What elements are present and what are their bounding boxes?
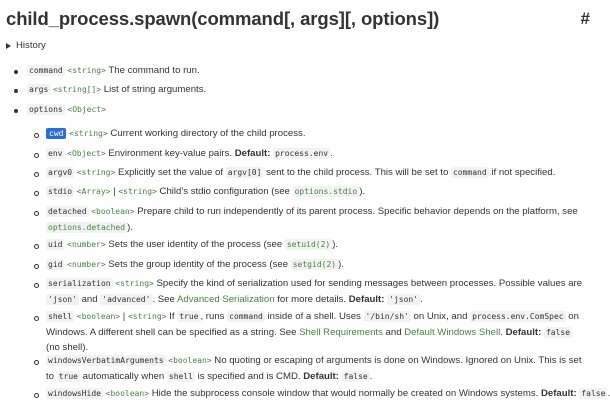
type-link[interactable]: <boolean> — [91, 207, 135, 216]
option-windowsVerbatimArguments — [46, 353, 586, 384]
bullet-icon — [34, 153, 39, 158]
default-value: false — [545, 327, 571, 337]
type-link[interactable]: <string> — [118, 187, 157, 196]
type-separator: | — [122, 311, 126, 322]
option-shell — [46, 309, 586, 356]
option-name: gid — [48, 260, 63, 269]
option-desc: Child's stdio configuration (see — [159, 186, 290, 197]
option-stdio — [46, 184, 365, 200]
punctuation: . — [607, 388, 610, 399]
doc-link[interactable]: Shell Requirements — [299, 326, 383, 338]
param-name: command — [29, 66, 63, 75]
bullet-icon — [34, 244, 39, 249]
type-link[interactable]: <string> — [69, 129, 108, 138]
anchor-link[interactable]: # — [580, 9, 590, 28]
option-desc: Prepare child to run independently of its parent process. Specific behavior depends on the platform, see — [137, 206, 578, 217]
type-link[interactable]: <Array> — [76, 187, 111, 196]
option-name: argv0 — [48, 168, 73, 177]
bullet-icon — [34, 133, 39, 138]
option-argv0 — [46, 165, 555, 181]
type-link[interactable]: <string> — [115, 279, 154, 288]
punctuation: . — [330, 148, 333, 159]
inline-code: command — [229, 312, 263, 321]
inline-code: '/bin/sh' — [365, 312, 409, 321]
inline-code: true — [179, 312, 199, 321]
option-desc: , runs — [200, 311, 225, 322]
punctuation: ). — [127, 221, 133, 233]
option-name: shell — [48, 312, 73, 321]
param-desc: List of string arguments. — [103, 84, 207, 95]
option-name: windowsHide — [48, 389, 101, 398]
history-toggle[interactable] — [6, 40, 46, 51]
type-link[interactable]: <Object> — [67, 149, 106, 158]
option-desc: Current working directory of the child process. — [110, 128, 306, 139]
option-name: env — [48, 149, 63, 158]
param-options — [27, 102, 106, 118]
bullet-icon — [34, 172, 39, 177]
punctuation: ). — [338, 259, 344, 270]
option-desc: sent to the child process. This will be set to — [266, 167, 449, 178]
option-desc: is specified and is CMD. — [197, 370, 301, 382]
option-name: cwd — [46, 128, 66, 139]
param-name: args — [29, 85, 49, 94]
inline-code: true — [58, 371, 78, 381]
option-serialization — [46, 276, 592, 307]
option-desc: and — [81, 293, 98, 305]
inline-code: 'json' — [48, 294, 77, 304]
param-name: options — [29, 105, 63, 114]
punctuation: . — [369, 370, 373, 382]
type-link[interactable]: <string> — [76, 168, 116, 177]
default-value: process.env — [275, 149, 329, 158]
type-link[interactable]: <string> — [127, 312, 167, 321]
type-link[interactable]: <boolean> — [76, 312, 121, 321]
inline-code: argv[0] — [227, 168, 262, 177]
option-desc: Explicitly set the value of — [117, 167, 224, 178]
bullet-icon — [34, 393, 39, 398]
type-link[interactable]: <number> — [67, 240, 106, 249]
type-link[interactable]: <string[]> — [52, 85, 102, 94]
option-name: stdio — [48, 187, 73, 196]
history-label: History — [16, 40, 46, 51]
doc-link[interactable]: options.detached — [48, 222, 126, 232]
option-desc: If — [169, 311, 175, 322]
disclosure-triangle-icon — [6, 43, 11, 49]
punctuation: ). — [332, 239, 339, 250]
punctuation: . — [500, 326, 503, 338]
type-link[interactable]: <number> — [67, 260, 106, 269]
type-link[interactable]: <boolean> — [168, 356, 212, 365]
option-desc: Specify the kind of serialization used for sending messages between processes. Possible values are — [156, 278, 583, 289]
bullet-icon — [14, 109, 18, 113]
option-env — [46, 146, 333, 162]
option-desc: Hide the subprocess console window that would normally be created on Windows systems. — [151, 388, 539, 399]
option-windowsHide — [46, 386, 610, 402]
doc-link[interactable]: options.stdio — [294, 187, 358, 196]
inline-code: command — [452, 168, 487, 177]
inline-code: process.env.ComSpec — [472, 312, 564, 321]
option-desc: and — [385, 326, 402, 338]
option-desc: No quoting or escaping of arguments is done on Windows. Ignored on Unix. This is set to — [46, 355, 582, 382]
option-desc: on Windows. A different shell can be specified as a string. See — [46, 311, 579, 338]
option-name: serialization — [48, 279, 111, 288]
bullet-icon — [34, 316, 39, 321]
option-desc: (no shell). — [46, 342, 89, 353]
option-desc: Sets the user identity of the process (see — [108, 239, 283, 250]
param-command — [27, 63, 200, 79]
option-desc: inside of a shell. Uses — [267, 311, 361, 322]
section-heading — [6, 6, 594, 32]
type-link[interactable]: <string> — [67, 66, 106, 75]
doc-link[interactable]: Advanced Serialization — [176, 293, 275, 305]
default-label: Default: — [505, 326, 542, 338]
inline-code: 'advanced' — [102, 294, 151, 304]
param-args — [27, 82, 206, 98]
option-name: uid — [48, 240, 63, 249]
doc-link[interactable]: Default Windows Shell — [404, 326, 501, 338]
default-label: Default: — [348, 293, 385, 305]
page-title: child_process.spawn(command[, args][, options]) — [6, 8, 440, 29]
bullet-icon — [34, 360, 39, 365]
option-gid — [46, 257, 344, 273]
bullet-icon — [34, 283, 39, 288]
bullet-icon — [34, 191, 39, 196]
bullet-icon — [34, 211, 39, 216]
default-value: 'json' — [389, 294, 419, 304]
bullet-icon — [14, 89, 18, 93]
default-value: false — [581, 389, 606, 398]
option-desc: if not specified. — [491, 167, 556, 178]
option-detached — [46, 204, 586, 235]
option-uid — [46, 237, 338, 253]
punctuation: . — [420, 293, 423, 305]
option-desc: Environment key-value pairs. — [108, 148, 233, 159]
default-label: Default: — [234, 148, 271, 159]
punctuation: ). — [359, 186, 366, 197]
default-value: false — [343, 371, 368, 381]
option-desc: Sets the group identity of the process (see — [108, 259, 289, 270]
doc-link[interactable]: setgid(2) — [292, 260, 337, 269]
option-name: detached — [48, 207, 87, 216]
default-label: Default: — [303, 370, 339, 382]
option-cwd — [46, 126, 305, 142]
type-separator: | — [113, 186, 116, 197]
doc-link[interactable]: setuid(2) — [286, 240, 331, 249]
bullet-icon — [34, 264, 39, 269]
type-link[interactable]: <Object> — [67, 105, 106, 114]
option-name: windowsVerbatimArguments — [48, 356, 164, 365]
default-label: Default: — [540, 388, 577, 399]
option-desc: for more details. — [277, 293, 347, 305]
param-desc: The command to run. — [108, 65, 200, 76]
inline-code: shell — [168, 371, 193, 381]
option-desc: automatically when — [82, 370, 165, 382]
option-desc: on Unix, and — [413, 311, 468, 322]
bullet-icon — [14, 70, 18, 74]
option-desc: . See — [152, 293, 175, 305]
type-link[interactable]: <boolean> — [105, 389, 150, 398]
